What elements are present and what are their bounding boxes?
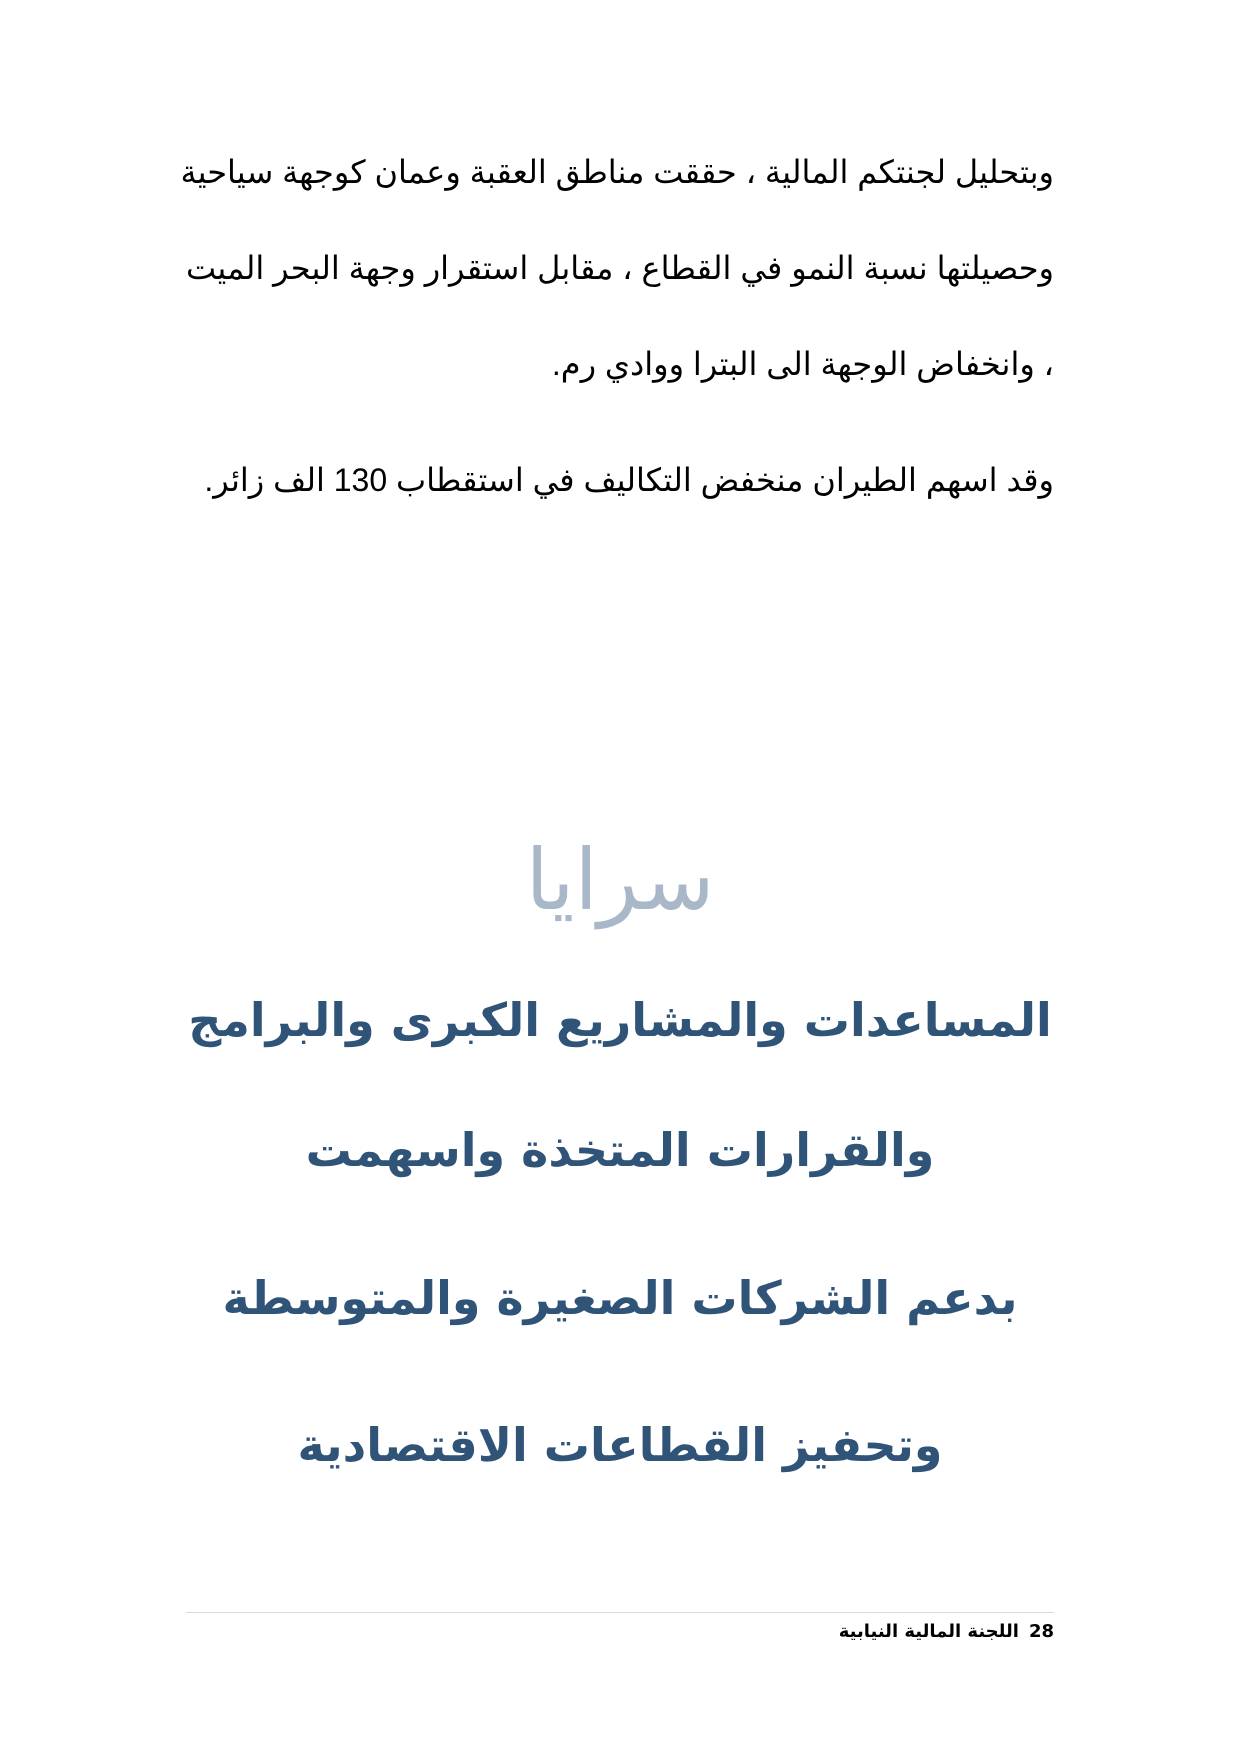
heading-line-3: بدعم الشركات الصغيرة والمتوسطة bbox=[222, 1271, 1018, 1325]
heading-line-1: المساعدات والمشاريع الكبرى والبرامج bbox=[188, 993, 1052, 1047]
heading-line-4: وتحفيز القطاعات الاقتصادية bbox=[297, 1418, 943, 1472]
body-paragraph-line-1: وبتحليل لجنتكم المالية ، حققت مناطق العقبة وعمان كوجهة سياحية bbox=[180, 154, 1054, 190]
body-paragraph-2: وقد اسهم الطيران منخفض التكاليف في استقطاب 130 الف زائر. bbox=[204, 462, 1054, 498]
heading-line-2: والقرارات المتخذة واسهمت bbox=[305, 1123, 935, 1177]
watermark-logo: سرايا bbox=[525, 831, 715, 929]
footer-label: اللجنة المالية النيابية bbox=[838, 1621, 1019, 1642]
footer-divider bbox=[186, 1612, 1054, 1613]
body-paragraph-line-2: وحصيلتها نسبة النمو في القطاع ، مقابل استقرار وجهة البحر الميت bbox=[186, 250, 1054, 286]
page-number: 28 bbox=[1028, 1621, 1054, 1642]
page-footer bbox=[186, 1618, 1054, 1646]
body-paragraph-line-3: ، وانخفاض الوجهة الى البترا ووادي رم. bbox=[551, 346, 1054, 382]
